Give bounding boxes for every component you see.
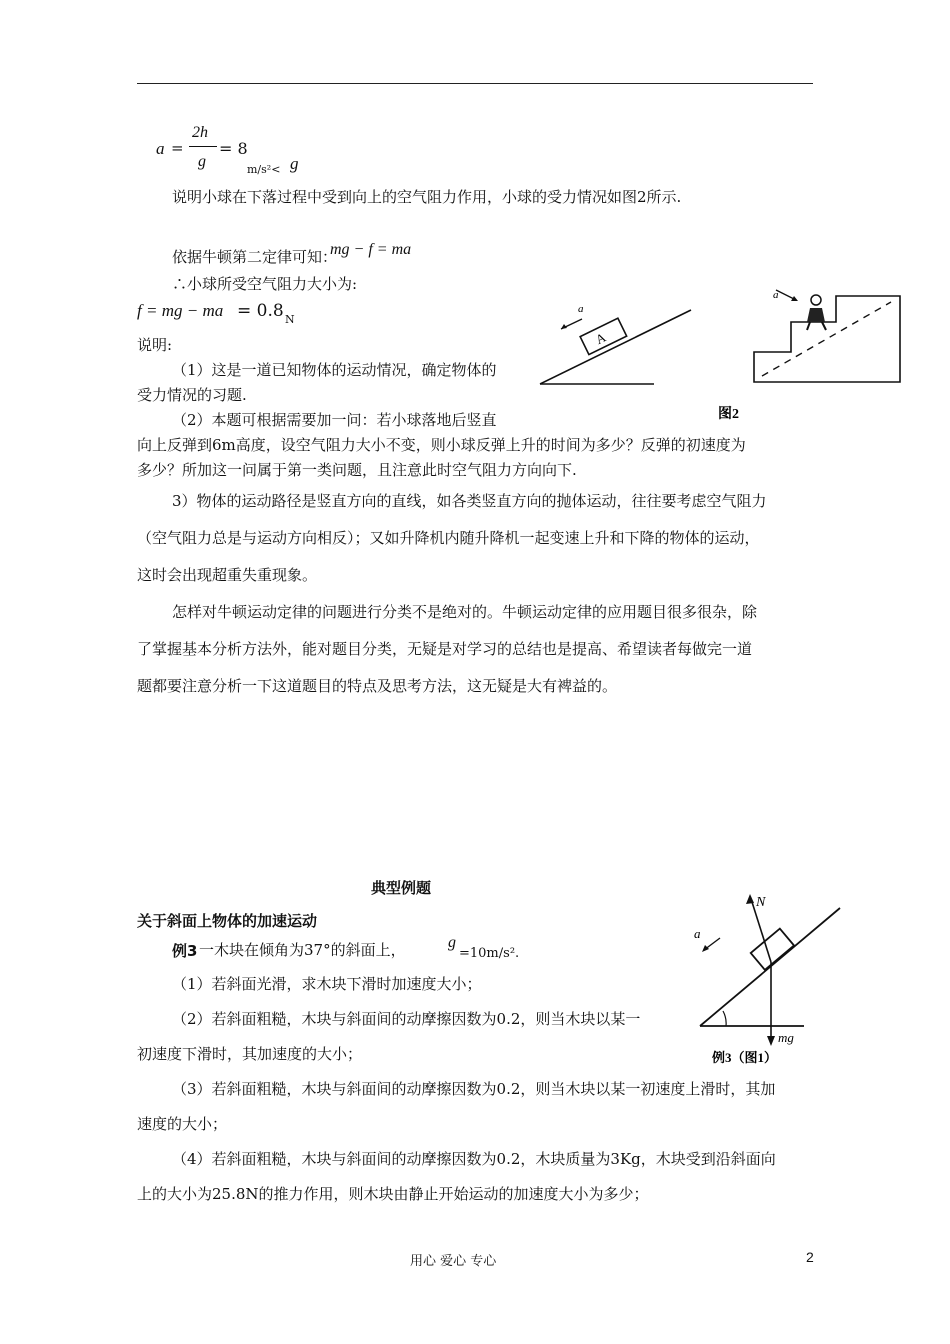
air-resistance-formula: f = mg − ma	[137, 301, 224, 320]
incline-block-figure	[540, 303, 691, 384]
note-line: 这时会出现超重失重现象。	[137, 566, 318, 584]
newton-second-law-formula: mg − f = ma	[330, 241, 412, 258]
body-text-line: 依据牛顿第二定律可知：	[172, 248, 338, 266]
header-rule	[137, 83, 813, 84]
note-line: 多少？所加这一问属于第一类问题，且注意此时空气阻力方向向下.	[137, 461, 577, 479]
body-text-line: 说明小球在下落过程中受到向上的空气阻力作用，小球的受力情况如图2所示.	[172, 188, 682, 206]
formula-a-symbol: a	[156, 139, 165, 158]
question-line: 上的大小为25.8N的推力作用，则木块由静止开始运动的加速度大小为多少；	[137, 1185, 649, 1203]
section-title: 典型例题	[371, 879, 432, 897]
body-text-line: ∴小球所受空气阻力大小为:	[172, 275, 358, 293]
example-text: 一木块在倾角为37°的斜面上，	[199, 941, 406, 959]
note-label: 说明:	[137, 336, 173, 354]
fraction-bar	[189, 146, 217, 147]
note-line: （1）这是一道已知物体的运动情况，确定物体的	[172, 361, 497, 379]
question-line: 初速度下滑时，其加速度的大小；	[137, 1045, 363, 1063]
note-line: 向上反弹到6m高度，设空气阻力大小不变，则小球反弹上升的时间为多少？反弹的初速度为	[137, 436, 746, 454]
formula-result: = 8	[219, 139, 248, 158]
question-line: （2）若斜面粗糙，木块与斜面间的动摩擦因数为0.2，则当木块以某一	[172, 1010, 641, 1028]
footer-slogan: 用心 爱心 专心	[410, 1254, 497, 1269]
example-g-value: =10m/s².	[459, 946, 520, 961]
formula-g: g	[290, 154, 299, 173]
example-label: 例3	[172, 942, 198, 960]
question-line: 速度的大小；	[137, 1115, 228, 1133]
note-line: （空气阻力总是与运动方向相反）；又如升降机内随升降机一起变速上升和下降的物体的运动，	[137, 529, 760, 547]
note-line: （2）本题可根据需要加一问：若小球落地后竖直	[172, 411, 497, 429]
normal-force-label: N	[756, 895, 766, 910]
paragraph-line: 了掌握基本分析方法外，能对题目分类，无疑是对学习的总结也是提高、希望读者每做完一道	[137, 640, 753, 658]
formula-equals: =	[171, 139, 184, 157]
air-resistance-unit: N	[285, 313, 295, 326]
note-line: 3）物体的运动路径是竖直方向的直线，如各类竖直方向的抛体运动，往往要考虑空气阻力	[172, 492, 767, 510]
question-line: （4）若斜面粗糙，木块与斜面间的动摩擦因数为0.2，木块质量为3Kg，木块受到沿斜面向	[172, 1150, 776, 1168]
acceleration-label: a	[694, 926, 701, 941]
stairs-arrow-label: a	[773, 289, 779, 301]
question-line: （1）若斜面光滑，求木块下滑时加速度大小；	[172, 975, 482, 993]
page-number: 2	[806, 1249, 814, 1265]
paragraph-line: 题都要注意分析一下这道题目的特点及思考方法，这无疑是大有裨益的。	[137, 677, 618, 695]
question-line: （3）若斜面粗糙，木块与斜面间的动摩擦因数为0.2，则当木块以某一初速度上滑时，其加	[172, 1080, 776, 1098]
example-g: g	[448, 934, 456, 951]
note-line: 受力情况的习题.	[137, 386, 247, 404]
figure-2	[536, 282, 916, 422]
formula-unit: m/s²<	[247, 163, 281, 176]
paragraph-line: 怎样对牛顿运动定律的问题进行分类不是绝对的。牛顿运动定律的应用题目很多很杂，除	[172, 603, 758, 621]
figure-example-3	[686, 880, 846, 1070]
formula-numerator: 2h	[192, 124, 208, 141]
formula-denominator: g	[198, 153, 206, 170]
figure-example-3-caption: 例3（图1）	[712, 1050, 778, 1065]
air-resistance-value: = 0.8	[237, 301, 284, 321]
subsection-title: 关于斜面上物体的加速运动	[137, 912, 318, 930]
block-label: A	[593, 329, 609, 348]
stairs-person-figure	[754, 289, 900, 382]
gravity-label: mg	[778, 1030, 794, 1045]
figure-2-caption: 图2	[718, 407, 739, 422]
arrow-label: a	[578, 303, 584, 315]
